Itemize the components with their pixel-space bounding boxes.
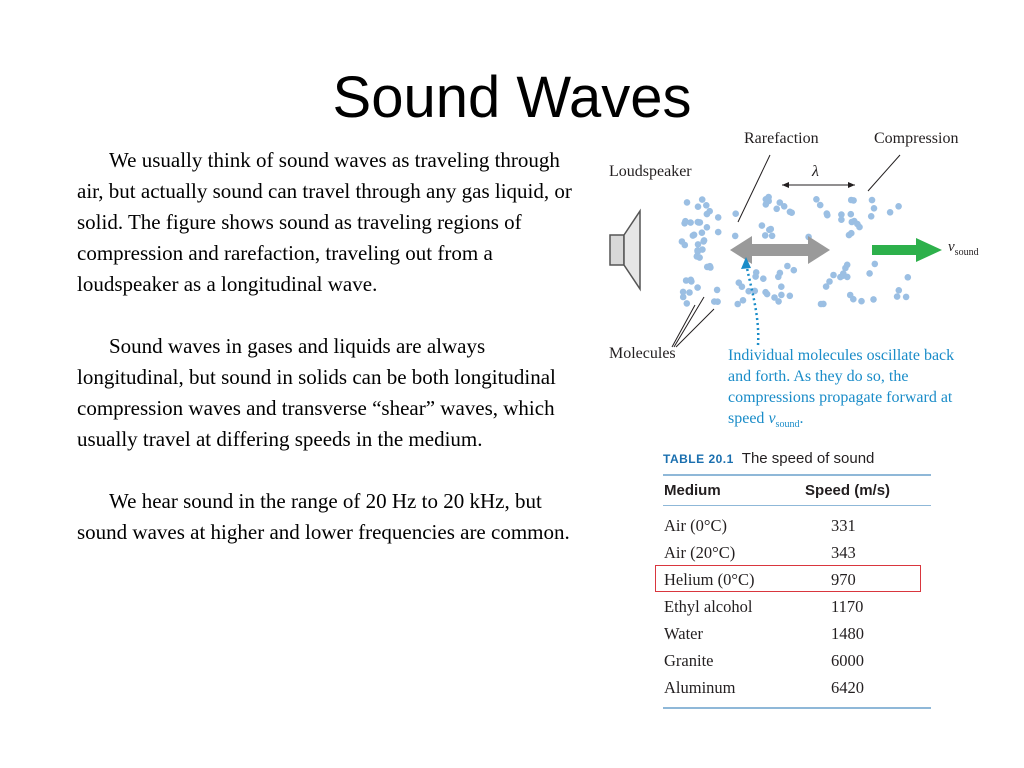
v-symbol: v — [948, 239, 955, 255]
molecule-dot — [701, 237, 708, 244]
molecule-dot — [711, 298, 718, 305]
propagation-arrow — [872, 238, 942, 262]
molecule-dot — [848, 230, 855, 237]
molecule-dot — [817, 202, 824, 209]
molecule-dot — [696, 219, 703, 226]
caption-end: . — [799, 410, 804, 427]
molecule-dot — [826, 278, 833, 285]
molecule-dot — [778, 292, 785, 299]
molecule-dot — [695, 203, 702, 210]
header-medium: Medium — [664, 482, 721, 499]
molecule-dot — [769, 233, 776, 240]
table-row — [663, 674, 931, 701]
molecule-dot — [866, 270, 873, 277]
table-row — [663, 539, 931, 566]
cell-medium: Air (20°C) — [664, 542, 736, 562]
molecule-dot — [763, 201, 770, 208]
rarefaction-label: Rarefaction — [744, 130, 819, 147]
molecule-dot — [840, 270, 847, 277]
molecule-dot — [690, 232, 697, 239]
loudspeaker-icon — [610, 211, 640, 289]
molecule-dot — [734, 301, 741, 308]
figure-caption — [728, 345, 978, 435]
loudspeaker-label: Loudspeaker — [609, 163, 692, 180]
molecule-dot — [684, 300, 691, 307]
molecule-dot — [699, 229, 706, 236]
cell-medium: Aluminum — [664, 677, 736, 697]
table-body-wrap — [663, 476, 931, 701]
molecule-dot — [694, 253, 701, 260]
caption-v-symbol: v — [768, 410, 776, 427]
slide-title: Sound Waves — [332, 65, 692, 130]
molecule-dot — [778, 283, 785, 290]
molecule-dot — [679, 238, 686, 245]
molecule-dot — [760, 275, 767, 282]
molecule-dot — [905, 274, 912, 281]
cell-speed: 1170 — [831, 596, 864, 616]
molecule-dot — [868, 213, 875, 220]
molecule-dot — [715, 229, 722, 236]
body-text — [77, 145, 577, 579]
molecule-dot — [791, 267, 798, 274]
molecule-dot — [687, 219, 694, 226]
v-subscript: sound — [954, 247, 979, 258]
molecule-dot — [903, 294, 910, 301]
sound-wave-figure — [600, 125, 1010, 435]
molecule-dot — [680, 294, 687, 301]
molecule-dot — [695, 241, 702, 248]
table-row — [663, 506, 931, 539]
molecule-dot — [858, 298, 865, 305]
table-number: TABLE 20.1 — [663, 452, 734, 466]
molecules-label: Molecules — [609, 345, 676, 362]
speed-table — [663, 450, 931, 709]
molecule-dot — [753, 269, 760, 276]
molecule-dot — [830, 272, 837, 279]
molecule-dot — [766, 227, 773, 234]
v-sound-label — [948, 239, 979, 258]
paragraph-2: Sound waves in gases and liquids are always longitudinal, but sound in solids can be both longitudinal compression waves and transverse “shear” waves, which usually travel at differing speeds in the medium. — [77, 334, 556, 451]
cell-speed: 1480 — [831, 623, 865, 643]
molecule-dot — [699, 196, 706, 203]
molecule-dot — [775, 298, 782, 305]
speed-data-table — [663, 476, 931, 701]
molecule-dot — [688, 277, 695, 284]
cell-speed: 970 — [831, 569, 856, 589]
wavelength-arrow — [782, 182, 855, 188]
molecule-dot — [824, 212, 831, 219]
caption-v-subscript: sound — [775, 419, 800, 431]
molecule-dot — [686, 289, 693, 296]
molecule-dot — [871, 205, 878, 212]
molecule-dot — [850, 197, 857, 204]
molecule-dot — [894, 293, 901, 300]
molecule-dot — [714, 287, 721, 294]
molecule-dot — [703, 202, 710, 209]
molecule-dot — [777, 270, 784, 277]
molecule-dot — [732, 210, 739, 217]
molecule-dot — [765, 194, 772, 201]
lambda-label: λ — [812, 163, 819, 180]
cell-medium: Water — [664, 623, 703, 643]
molecule-dot — [732, 233, 739, 240]
table-row — [663, 647, 931, 674]
molecule-dot — [707, 263, 714, 270]
molecule-dot — [896, 287, 903, 294]
paragraph-1: We usually think of sound waves as traveling through air, but actually sound can travel through any gas liquid, or solid. The figure shows sound as traveling regions of compression and rarefaction, traveling out from a loudspeaker as a longitudinal wave. — [77, 148, 572, 296]
cell-medium: Helium (0°C) — [664, 569, 755, 589]
molecule-dot — [813, 196, 820, 203]
molecule-dot — [773, 206, 780, 213]
table-row — [663, 593, 931, 620]
cell-medium: Air (0°C) — [664, 515, 727, 535]
molecule-dot — [787, 209, 794, 216]
molecules-pointers — [672, 297, 714, 347]
molecule-dot — [872, 261, 879, 268]
compression-pointer — [868, 155, 900, 191]
molecule-dot — [848, 211, 855, 218]
compression-label: Compression — [874, 130, 959, 147]
molecule-dot — [694, 247, 701, 254]
rarefaction-pointer — [738, 155, 770, 222]
molecule-dot — [849, 219, 856, 226]
table-row — [663, 566, 931, 593]
cell-speed: 6000 — [831, 650, 865, 670]
molecule-dot — [764, 291, 771, 298]
molecule-dot — [838, 216, 845, 223]
cell-speed: 6420 — [831, 677, 865, 697]
molecule-dot — [694, 284, 701, 291]
molecule-dot — [759, 222, 766, 229]
cell-medium: Granite — [664, 650, 714, 670]
molecule-dot — [870, 296, 877, 303]
molecule-dot — [784, 263, 791, 270]
molecule-dot — [715, 214, 722, 221]
header-speed: Speed (m/s) — [805, 482, 891, 499]
molecule-dot — [739, 283, 746, 290]
cell-speed: 343 — [831, 542, 856, 562]
table-title: The speed of sound — [741, 450, 875, 467]
table-bottom-rule — [663, 707, 931, 709]
molecule-dot — [895, 203, 902, 210]
table-heading — [663, 450, 931, 472]
molecule-dot — [762, 232, 769, 239]
molecule-dot — [850, 296, 857, 303]
paragraph-3: We hear sound in the range of 20 Hz to 20 kHz, but sound waves at higher and lower frequencies are common. — [77, 489, 570, 544]
molecule-dot — [869, 197, 876, 204]
molecule-dot — [844, 262, 851, 269]
molecule-dot — [684, 199, 691, 206]
molecule-dot — [887, 209, 894, 216]
molecule-dot — [856, 224, 863, 231]
cell-medium: Ethyl alcohol — [664, 596, 753, 616]
molecule-dot — [704, 224, 711, 231]
caption-text: Individual molecules oscillate back and forth. As they do so, the compressions propagate forward at speed — [728, 347, 955, 427]
table-row — [663, 620, 931, 647]
molecule-dot — [706, 208, 713, 215]
molecule-dot — [781, 203, 788, 210]
table-header-row — [663, 476, 931, 505]
cell-speed: 331 — [831, 515, 856, 535]
molecule-dot — [787, 293, 794, 300]
molecule-dot — [818, 301, 825, 308]
